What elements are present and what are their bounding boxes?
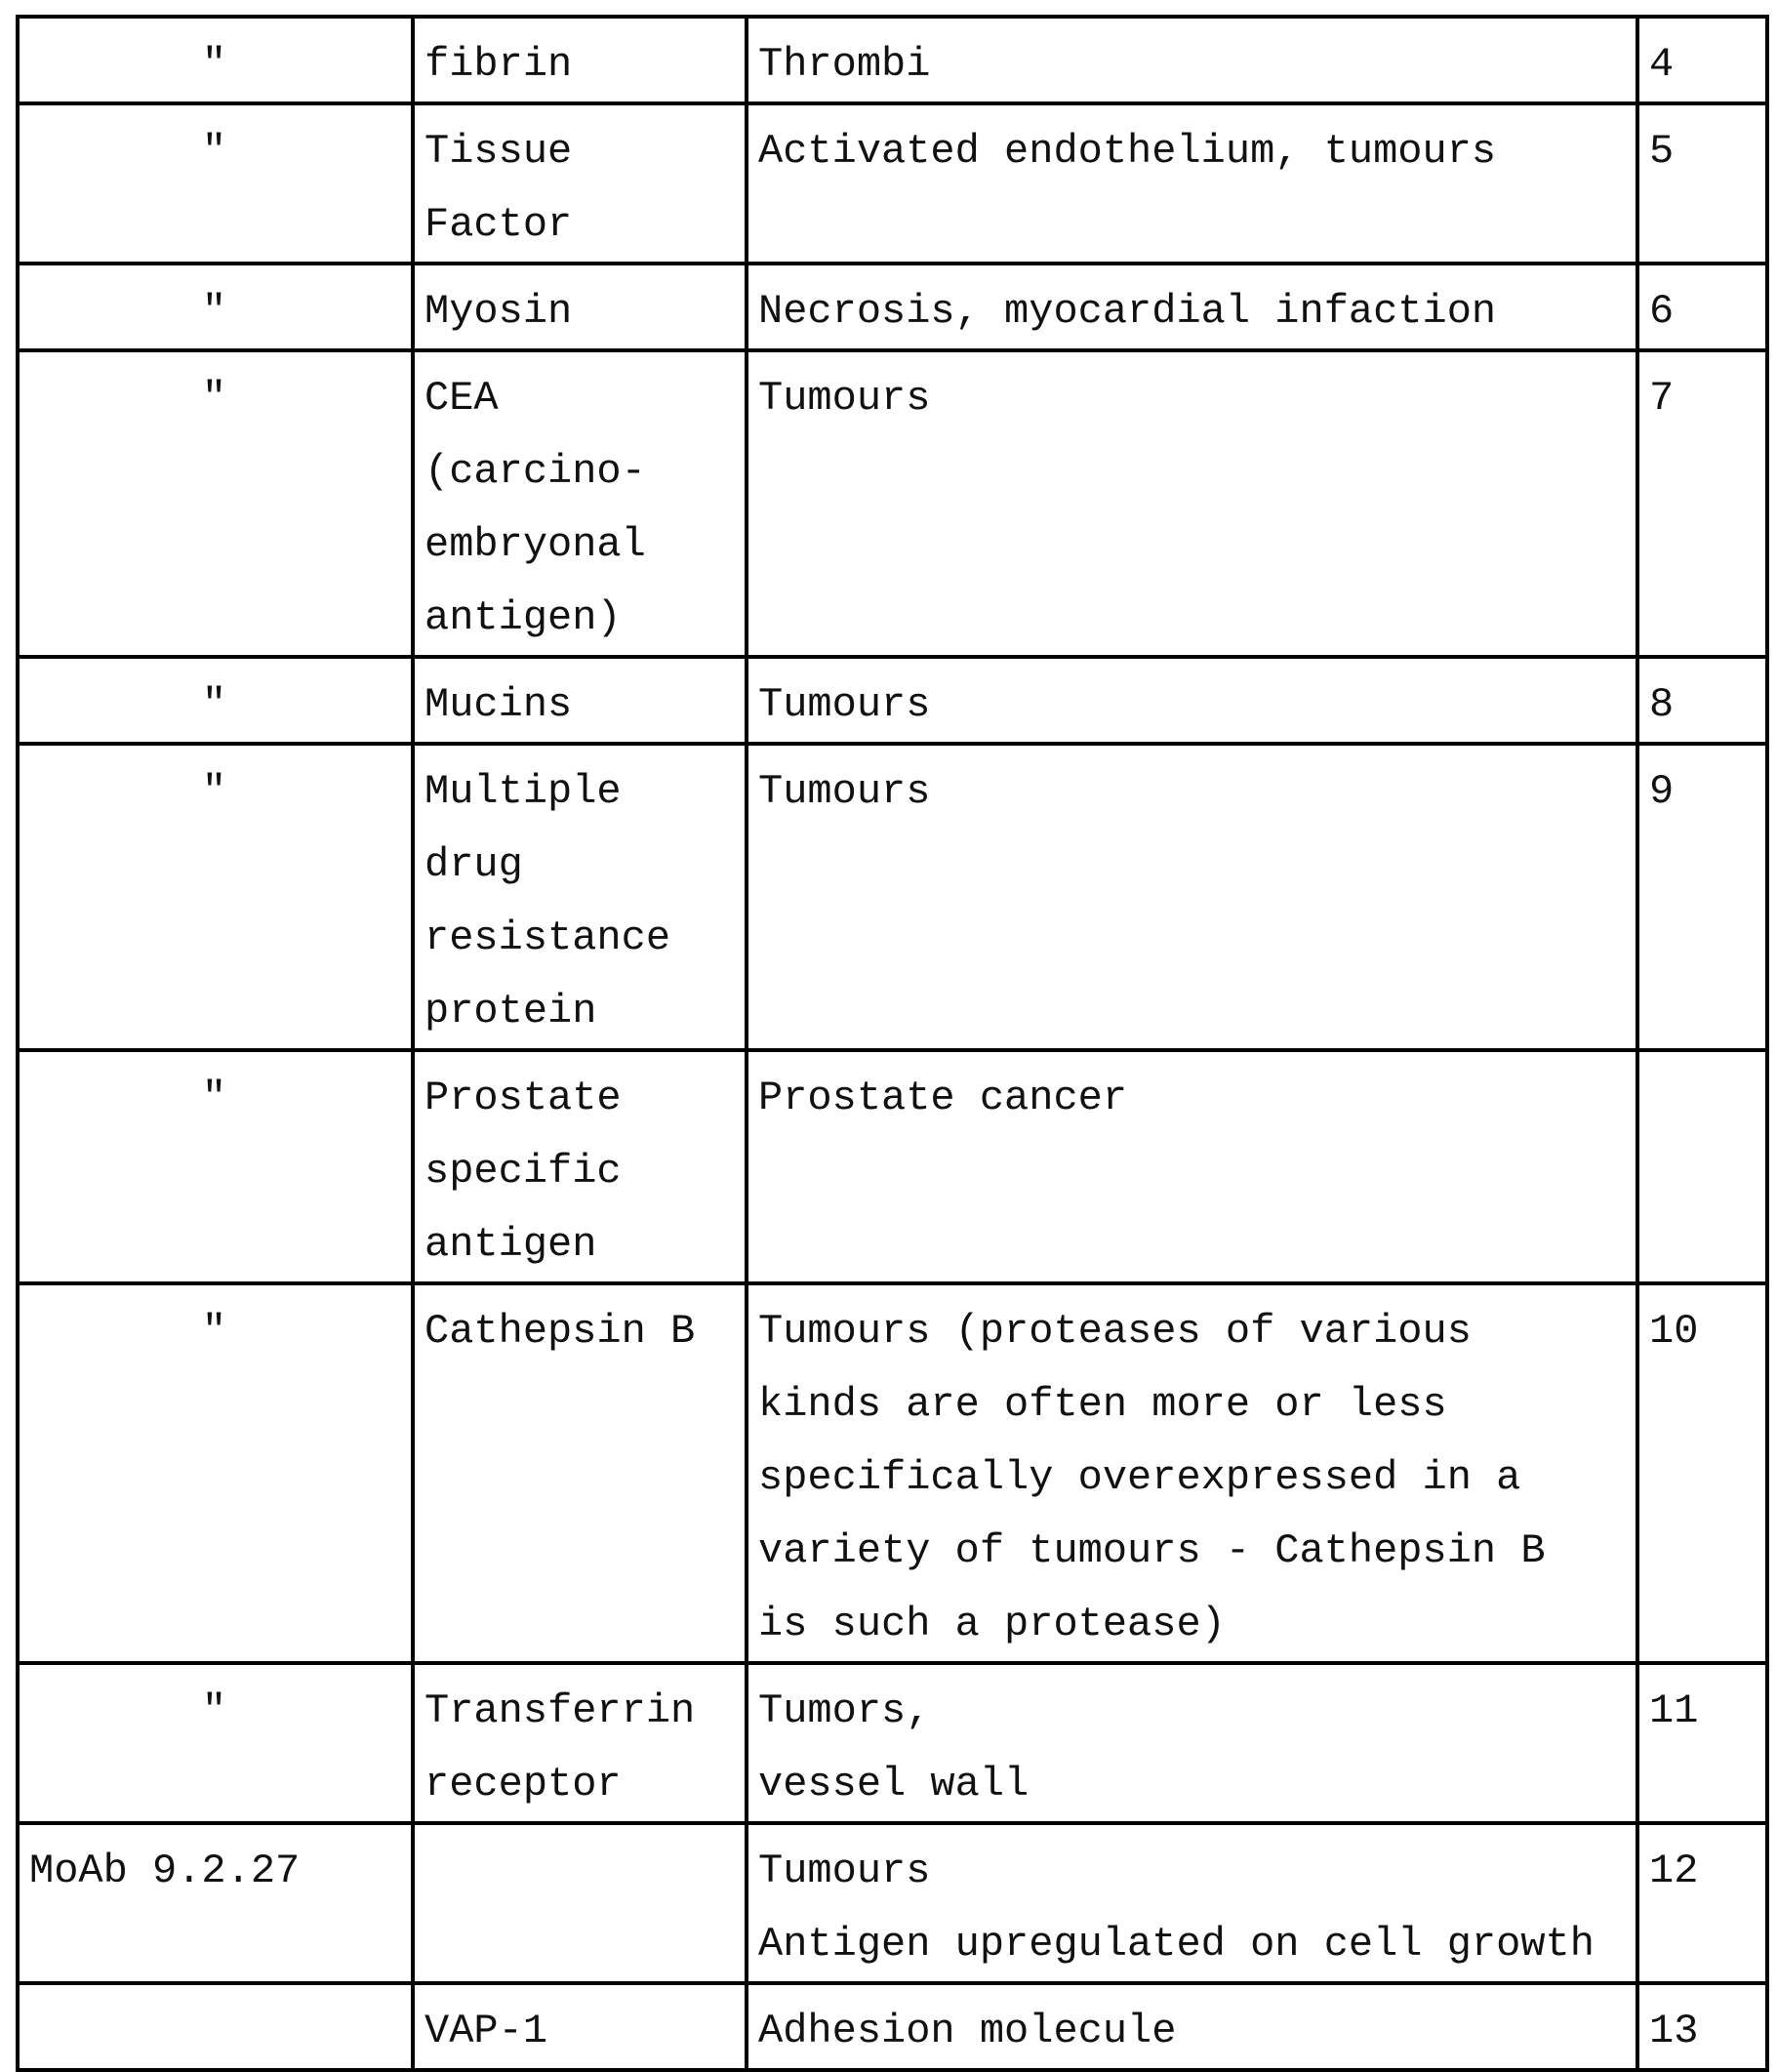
target-text-line: antigen <box>424 1208 733 1281</box>
ditto-mark: " <box>29 1675 399 1748</box>
reference-number: 9 <box>1649 755 1754 829</box>
agent-label: MoAb 9.2.27 <box>29 1835 399 1908</box>
location-text-line: is such a protease) <box>758 1588 1624 1661</box>
target-text-line: Tissue <box>424 115 733 188</box>
ditto-mark: " <box>29 669 399 742</box>
location-text-line: Tumours <box>758 755 1624 829</box>
reference-cell <box>1637 744 1767 1050</box>
targeting-table <box>16 15 1769 2072</box>
location-text-line: Tumours <box>758 362 1624 435</box>
target-text-line: Prostate <box>424 1062 733 1135</box>
target-cell <box>413 657 747 744</box>
reference-cell <box>1637 1983 1767 2070</box>
agent-cell <box>18 1663 413 1823</box>
reference-number: 10 <box>1649 1295 1754 1368</box>
target-text-line: antigen) <box>424 582 733 655</box>
table-body <box>18 17 1767 2070</box>
table-row <box>18 17 1767 103</box>
target-cell <box>413 1663 747 1823</box>
table-row <box>18 1283 1767 1663</box>
agent-cell <box>18 1823 413 1983</box>
target-cell <box>413 350 747 657</box>
location-text-line: Prostate cancer <box>758 1062 1624 1135</box>
agent-cell <box>18 1050 413 1283</box>
reference-cell <box>1637 657 1767 744</box>
location-cell <box>747 744 1637 1050</box>
target-text-line: CEA <box>424 362 733 435</box>
agent-cell <box>18 744 413 1050</box>
reference-cell <box>1637 103 1767 264</box>
agent-cell <box>18 350 413 657</box>
table-row <box>18 1983 1767 2070</box>
location-text-line: Tumors, <box>758 1675 1624 1748</box>
target-text-line: (carcino- <box>424 435 733 508</box>
location-cell <box>747 264 1637 350</box>
reference-cell <box>1637 350 1767 657</box>
agent-cell <box>18 657 413 744</box>
target-text-line: Factor <box>424 188 733 262</box>
reference-cell <box>1637 17 1767 103</box>
reference-number: 5 <box>1649 115 1754 188</box>
target-text-line: VAP-1 <box>424 1995 733 2068</box>
agent-cell <box>18 264 413 350</box>
reference-cell <box>1637 1050 1767 1283</box>
location-cell <box>747 1983 1637 2070</box>
agent-cell <box>18 1983 413 2070</box>
ditto-mark: " <box>29 275 399 348</box>
location-text-line: kinds are often more or less <box>758 1368 1624 1442</box>
target-text-line: drug <box>424 829 733 902</box>
table-row <box>18 1663 1767 1823</box>
table-row <box>18 1823 1767 1983</box>
agent-cell <box>18 103 413 264</box>
ditto-mark: " <box>29 1062 399 1135</box>
reference-cell <box>1637 264 1767 350</box>
location-text-line: specifically overexpressed in a <box>758 1442 1624 1515</box>
table-row <box>18 103 1767 264</box>
target-text-line: specific <box>424 1135 733 1208</box>
target-text-line: Mucins <box>424 669 733 742</box>
target-text-line: resistance <box>424 902 733 975</box>
target-text-line: Cathepsin B <box>424 1295 733 1368</box>
target-text-line: fibrin <box>424 28 733 102</box>
target-text-line: protein <box>424 975 733 1048</box>
location-text-line: Tumours <box>758 669 1624 742</box>
table-row <box>18 350 1767 657</box>
target-cell <box>413 1823 747 1983</box>
reference-number: 6 <box>1649 275 1754 348</box>
location-text-line: Thrombi <box>758 28 1624 102</box>
table-row <box>18 744 1767 1050</box>
reference-number: 8 <box>1649 669 1754 742</box>
reference-cell <box>1637 1283 1767 1663</box>
table-row <box>18 1050 1767 1283</box>
ditto-mark: " <box>29 1295 399 1368</box>
location-cell <box>747 1283 1637 1663</box>
target-cell <box>413 1983 747 2070</box>
location-text-line: Tumours (proteases of various <box>758 1295 1624 1368</box>
location-cell <box>747 1663 1637 1823</box>
reference-number: 7 <box>1649 362 1754 435</box>
location-text-line: Activated endothelium, tumours <box>758 115 1624 188</box>
location-text-line: Necrosis, myocardial infaction <box>758 275 1624 348</box>
location-text-line: Adhesion molecule <box>758 1995 1624 2068</box>
location-cell <box>747 103 1637 264</box>
ditto-mark: " <box>29 755 399 829</box>
reference-number: 12 <box>1649 1835 1754 1908</box>
location-cell <box>747 350 1637 657</box>
location-cell <box>747 1050 1637 1283</box>
agent-cell <box>18 17 413 103</box>
location-text-line: Tumours <box>758 1835 1624 1908</box>
target-cell <box>413 1283 747 1663</box>
target-cell <box>413 1050 747 1283</box>
table-row <box>18 657 1767 744</box>
reference-cell <box>1637 1823 1767 1983</box>
target-text-line: receptor <box>424 1748 733 1821</box>
location-text-line: Antigen upregulated on cell growth <box>758 1908 1624 1981</box>
target-text-line: Transferrin <box>424 1675 733 1748</box>
location-text-line: vessel wall <box>758 1748 1624 1821</box>
reference-number: 4 <box>1649 28 1754 102</box>
location-cell <box>747 657 1637 744</box>
target-text-line: Myosin <box>424 275 733 348</box>
target-cell <box>413 744 747 1050</box>
target-text-line: embryonal <box>424 508 733 582</box>
location-cell <box>747 17 1637 103</box>
target-text-line: Multiple <box>424 755 733 829</box>
table-row <box>18 264 1767 350</box>
target-cell <box>413 103 747 264</box>
location-cell <box>747 1823 1637 1983</box>
location-text-line: variety of tumours - Cathepsin B <box>758 1515 1624 1588</box>
reference-cell <box>1637 1663 1767 1823</box>
agent-cell <box>18 1283 413 1663</box>
ditto-mark: " <box>29 28 399 102</box>
target-cell <box>413 17 747 103</box>
reference-number: 13 <box>1649 1995 1754 2068</box>
reference-number: 11 <box>1649 1675 1754 1748</box>
ditto-mark: " <box>29 115 399 188</box>
target-cell <box>413 264 747 350</box>
ditto-mark: " <box>29 362 399 435</box>
